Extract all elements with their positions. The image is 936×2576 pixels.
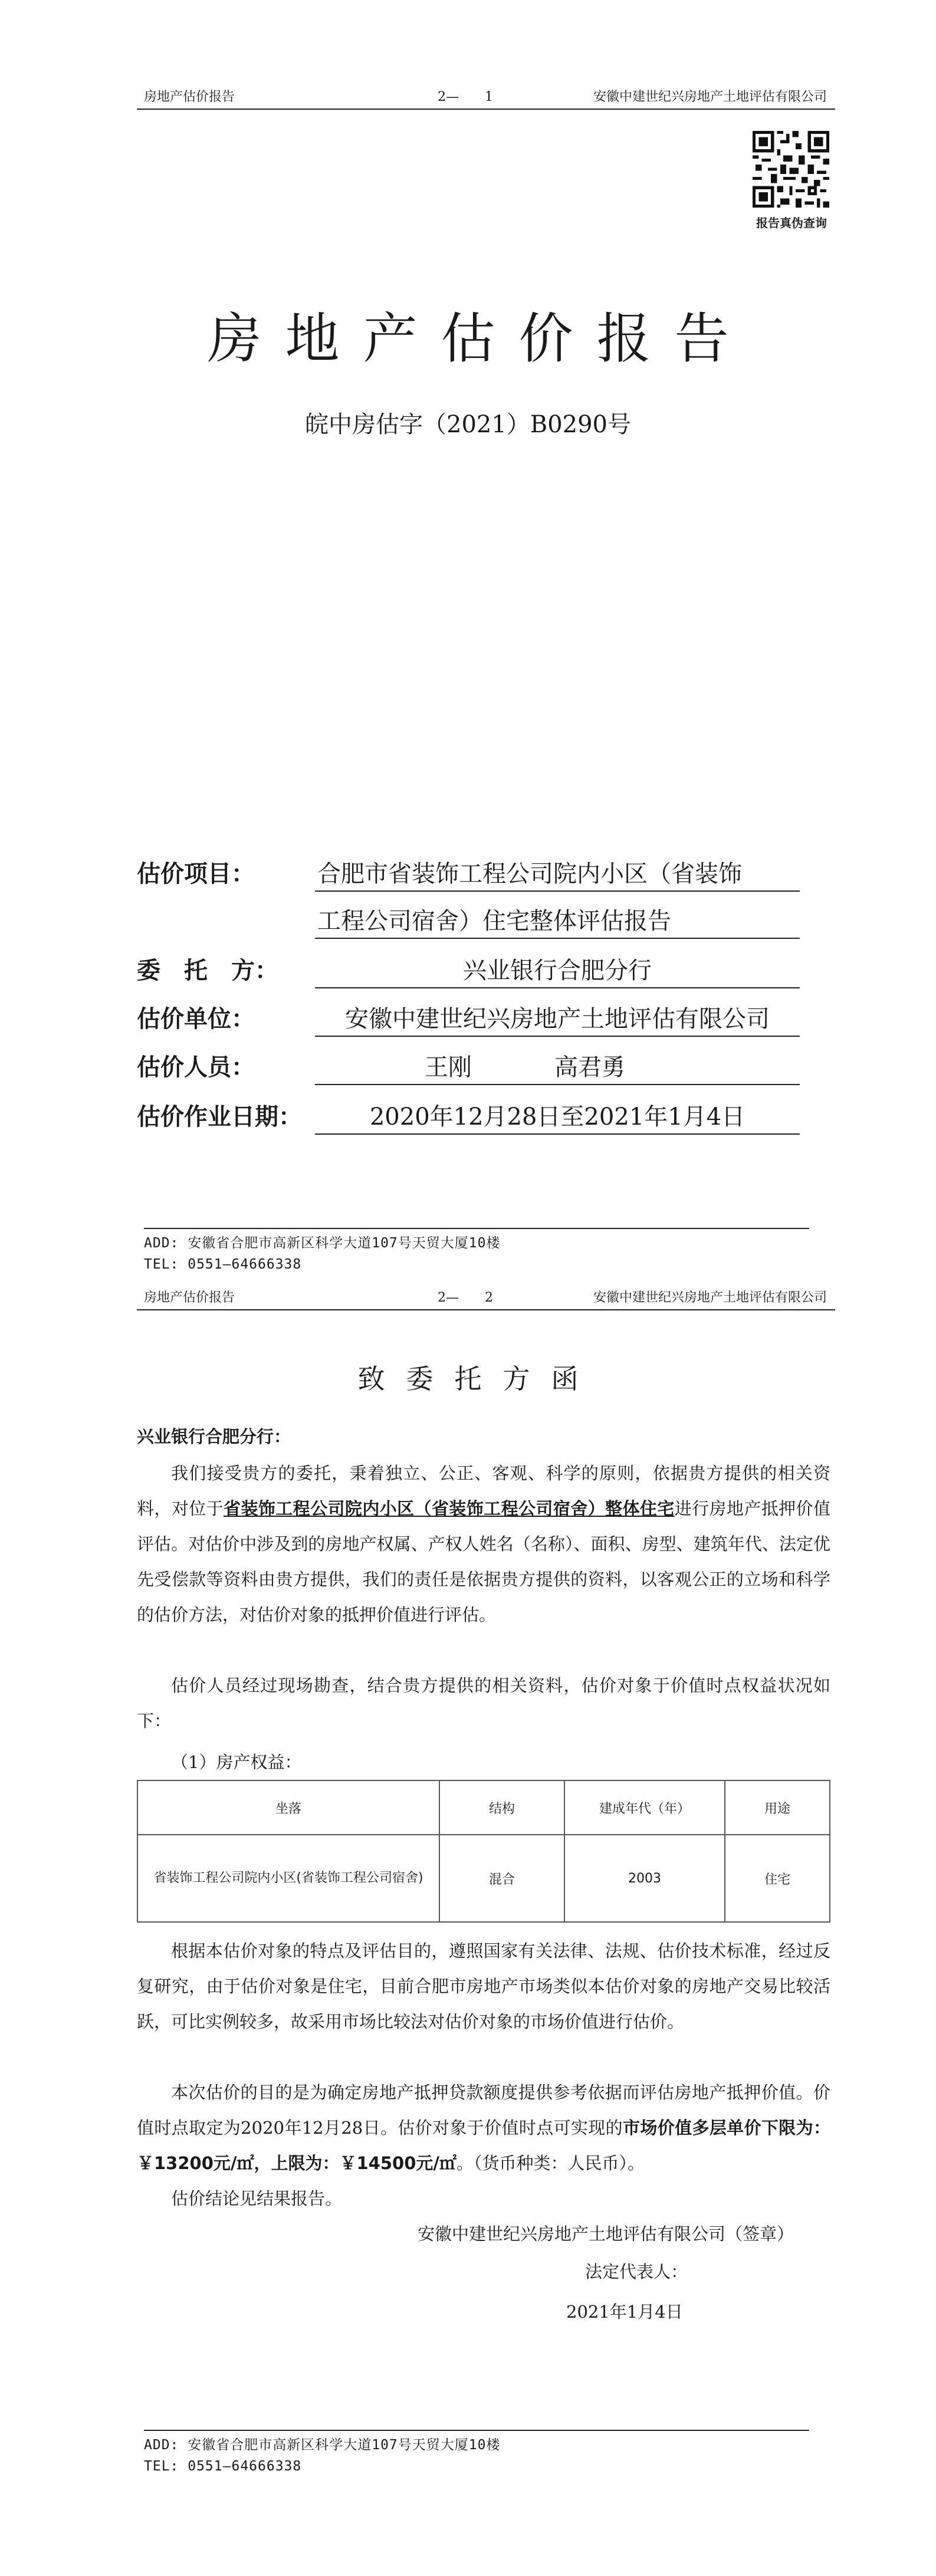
staff-name-1: 王刚 (425, 1054, 472, 1081)
date-underline (315, 1133, 800, 1135)
table-cell: 2003 (564, 1835, 725, 1922)
footer-phone: TEL: 0551—64666338 (144, 1257, 302, 1272)
report-number: 皖中房估字（2021）B0290号 (305, 411, 631, 438)
client-underline (315, 987, 800, 988)
signature-date: 2021年1月4日 (566, 2302, 683, 2322)
table-cell: 省装饰工程公司院内小区(省装饰工程公司宿舍) (137, 1835, 439, 1922)
qr-caption: 报告真伪查询 (756, 216, 827, 230)
table-cell: 混合 (439, 1835, 564, 1922)
table-header: 用途 (725, 1780, 830, 1835)
staff-underline (315, 1084, 800, 1085)
appraiser-underline (315, 1036, 800, 1037)
footer-rule (144, 2430, 809, 2431)
header-company: 安徽中建世纪兴房地产土地评估有限公司 (593, 90, 827, 104)
appraiser-label: 估价单位： (137, 1006, 255, 1033)
project-underline-2 (315, 938, 800, 939)
project-label: 估价项目： (137, 860, 255, 888)
appraiser-value: 安徽中建世纪兴房地产土地评估有限公司 (345, 1006, 770, 1033)
date-label: 估价作业日期： (137, 1103, 302, 1131)
client-label: 委 托 方： (137, 957, 278, 984)
table-header: 坐落 (137, 1780, 439, 1835)
header-report-name: 房地产估价报告 (144, 1290, 235, 1305)
table-header: 结构 (439, 1780, 564, 1835)
table-header-row (137, 1780, 830, 1835)
table-row (137, 1835, 830, 1922)
qr-code-icon[interactable] (753, 131, 829, 208)
client-value: 兴业银行合肥分行 (463, 957, 652, 984)
footer-rule (144, 1228, 809, 1229)
table-header: 建成年代（年） (564, 1780, 725, 1835)
header-rule (137, 1309, 835, 1310)
letter-paragraph-4: 本次估价的目的是为确定房地产抵押贷款额度提供参考依据而评估房地产抵押价值。价值时点取定为2020年12月28日。估价对象于价值时点可实现的市场价值多层单价下限为：￥13200元/㎡，上限为：￥14500元/㎡。（货币种类：人民币）。 (137, 2082, 830, 2173)
project-line2: 工程公司宿舍）住宅整体评估报告 (317, 908, 671, 935)
header-report-name: 房地产估价报告 (144, 90, 235, 104)
letter-paragraph-1: 我们接受贵方的委托，秉着独立、公正、客观、科学的原则，依据贵方提供的相关资料，对位于省装饰工程公司院内小区（省装饰工程公司宿舍）整体住宅进行房地产抵押价值评估。对估价中涉及到的房地产权属、产权人姓名（名称）、面积、房型、建筑年代、法定优先受偿款等资料由贵方提供，我们的责任是依据贵方提供的资料，以客观公正的立场和科学的估价方法，对估价对象的抵押价值进行评估。 (137, 1463, 830, 1625)
header-page-number: 2— 2 (438, 1290, 493, 1305)
header-rule (137, 109, 835, 110)
property-name: 省装饰工程公司院内小区（省装饰工程公司宿舍）整体住宅 (224, 1499, 675, 1519)
market-value-range: 市场价值多层单价下限为：￥13200元/㎡，上限为：￥14500元/㎡ (137, 2118, 830, 2173)
report-title: 房地产估价报告 (207, 307, 753, 370)
header-company: 安徽中建世纪兴房地产土地评估有限公司 (593, 1290, 827, 1305)
footer-address: ADD: 安徽省合肥市高新区科学大道107号天贸大厦10楼 (144, 1236, 501, 1251)
property-table (137, 1780, 830, 1923)
letter-paragraph-3: 根据本估价对象的特点及评估目的，遵照国家有关法律、法规、估价技术标准，经过反复研究，由于估价对象是住宅，目前合肥市房地产市场类似本估价对象的房地产交易比较活跃，可比实例较多，故采用市场比较法对估价对象的市场价值进行估价。 (137, 1941, 830, 2032)
header-page-number: 2— 1 (438, 90, 493, 104)
signature-representative: 法定代表人： (585, 2262, 688, 2282)
staff-label: 估价人员： (137, 1054, 255, 1081)
project-underline-1 (315, 891, 800, 892)
date-value: 2020年12月28日至2021年1月4日 (369, 1103, 745, 1131)
project-line1: 合肥市省装饰工程公司院内小区（省装饰 (317, 860, 742, 888)
footer-phone: TEL: 0551—64666338 (144, 2459, 302, 2474)
letter-addressee: 兴业银行合肥分行： (137, 1427, 291, 1447)
property-rights-heading: （1）房产权益： (171, 1752, 302, 1772)
letter-paragraph-2: 估价人员经过现场勘查，结合贵方提供的相关资料，估价对象于价值时点权益状况如下： (137, 1675, 830, 1731)
signature-company: 安徽中建世纪兴房地产土地评估有限公司（签章） (418, 2224, 794, 2244)
staff-name-2: 高君勇 (554, 1054, 625, 1081)
letter-title: 致委托方函 (357, 1363, 600, 1395)
footer-address: ADD: 安徽省合肥市高新区科学大道107号天贸大厦10楼 (144, 2437, 501, 2453)
table-cell: 住宅 (725, 1835, 830, 1922)
letter-paragraph-5: 估价结论见结果报告。 (171, 2189, 343, 2209)
